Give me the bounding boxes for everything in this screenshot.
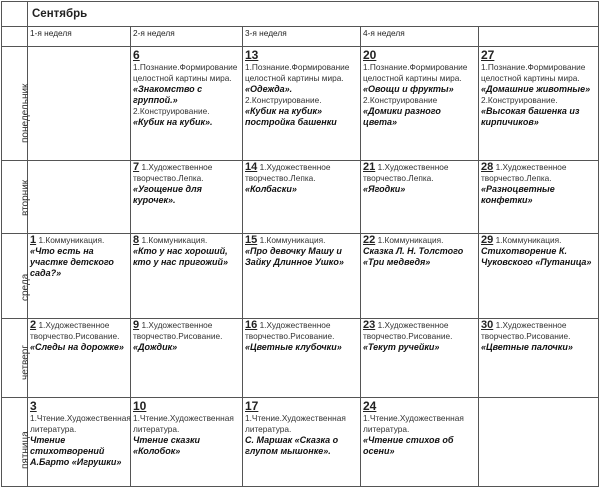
lesson-cell [131, 234, 243, 319]
day-label: четверг [19, 345, 31, 380]
activity-topic: «Ягодки» [363, 184, 406, 194]
week-header: 4-я неделя [361, 27, 479, 47]
activity-subject: 2.Конструирование. [133, 106, 210, 116]
lesson-cell [131, 47, 243, 161]
day-row [2, 47, 599, 161]
activity-topic: Стихотворение К. Чуковского «Путаница» [481, 246, 592, 267]
activity-subject: 1.Художественное творчество.Рисование. [363, 320, 453, 341]
lesson-cell [243, 319, 361, 398]
date-number: 21 [363, 161, 376, 173]
activity-topic: «Высокая башенка из кирпичиков» [481, 106, 580, 127]
date-number: 20 [363, 48, 377, 62]
date-number: 13 [245, 48, 259, 62]
date-number: 9 [133, 319, 140, 331]
activity-subject: 1.Познание.Формирование целостной картины мира. [363, 62, 468, 83]
activity-topic: «Колбаски» [245, 184, 297, 194]
activity-subject: 2.Конструирование. [245, 95, 322, 105]
date-number: 6 [133, 48, 140, 62]
date-number: 14 [245, 161, 258, 173]
lesson-cell [479, 161, 599, 234]
activity-subject: 1.Коммуникация. [259, 235, 326, 245]
lesson-cell [243, 161, 361, 234]
activity-topic: «Следы на дорожке» [30, 342, 124, 352]
date-number: 7 [133, 161, 140, 173]
month-title: Сентябрь [28, 2, 599, 27]
activity-topic: «Текут ручейки» [363, 342, 440, 352]
activity-subject: 1.Художественное творчество.Рисование. [30, 320, 120, 341]
lesson-cell [28, 398, 131, 487]
activity-topic: «Овощи и фрукты» [363, 84, 454, 94]
activity-topic: «Чтение стихов об осени» [363, 435, 454, 456]
lesson-cell [28, 47, 131, 161]
date-number: 16 [245, 319, 258, 331]
lesson-cell [243, 398, 361, 487]
activity-subject: 1.Коммуникация. [377, 235, 444, 245]
activity-topic: «Кто у нас хороший, кто у нас пригожий» [133, 246, 228, 267]
lesson-cell [361, 319, 479, 398]
week-header: 2-я неделя [131, 27, 243, 47]
activity-topic: «Угощение для курочек». [133, 184, 202, 205]
activity-topic: «Цветные палочки» [481, 342, 573, 352]
date-number: 23 [363, 319, 376, 331]
activity-topic: «Одежда». [245, 84, 293, 94]
week-header [479, 27, 599, 47]
activity-topic: «Разноцветные конфетки» [481, 184, 555, 205]
activity-subject: 1.Художественное творчество.Рисование. [245, 320, 335, 341]
day-label: вторник [19, 179, 31, 216]
date-number: 30 [481, 319, 494, 331]
lesson-cell [243, 47, 361, 161]
lesson-cell [131, 319, 243, 398]
lesson-cell [243, 234, 361, 319]
activity-topic: «Про девочку Машу и Зайку Длинное Ушко» [245, 246, 344, 267]
activity-topic: «Кубик на кубик». [133, 117, 213, 127]
lesson-cell [479, 398, 599, 487]
activity-topic: Чтение стихотворений А.Барто «Игрушки» [30, 435, 122, 467]
date-number: 8 [133, 234, 140, 246]
day-label: среда [19, 273, 31, 301]
date-number: 2 [30, 319, 37, 331]
activity-subject: 1.Коммуникация. [495, 235, 562, 245]
activity-topic: Сказка Л. Н. Толстого «Три медведя» [363, 246, 464, 267]
activity-subject: 1.Художественное творчество.Лепка. [481, 162, 567, 183]
date-number: 17 [245, 399, 259, 413]
day-row [2, 161, 599, 234]
activity-subject: 2.Конструирование. [481, 95, 558, 105]
lesson-cell [479, 234, 599, 319]
september-plan-table [1, 1, 599, 487]
activity-topic: «Домики разного цвета» [363, 106, 441, 127]
day-label: понедельник [19, 83, 31, 143]
date-number: 3 [30, 399, 37, 413]
week-header: 1-я неделя [28, 27, 131, 47]
day-row [2, 234, 599, 319]
activity-subject: 1.Коммуникация. [141, 235, 208, 245]
activity-topic: Чтение сказки «Колобок» [133, 435, 201, 456]
lesson-cell [361, 161, 479, 234]
activity-subject: 1.Чтение.Художественная литература. [133, 413, 234, 434]
activity-topic: «Дождик» [133, 342, 178, 352]
lesson-cell [361, 398, 479, 487]
date-number: 29 [481, 234, 494, 246]
lesson-cell [361, 234, 479, 319]
date-number: 15 [245, 234, 258, 246]
lesson-cell [28, 234, 131, 319]
activity-subject: 1.Художественное творчество.Лепка. [133, 162, 213, 183]
activity-topic: С. Маршак «Сказка о глупом мышонке». [245, 435, 339, 456]
activity-subject: 1.Художественное творчество.Лепка. [245, 162, 331, 183]
activity-subject: 1.Художественное творчество.Рисование. [481, 320, 571, 341]
activity-subject: 1.Коммуникация. [38, 235, 105, 245]
lesson-cell [131, 161, 243, 234]
lesson-cell [361, 47, 479, 161]
activity-topic: «Что есть на участке детского сада?» [30, 246, 114, 278]
lesson-cell [131, 398, 243, 487]
activity-topic: «Кубик на кубик» постройка башенки [245, 106, 337, 127]
lesson-cell [28, 319, 131, 398]
activity-topic: «Цветные клубочки» [245, 342, 342, 352]
date-number: 28 [481, 161, 494, 173]
activity-subject: 1.Художественное творчество.Рисование. [133, 320, 223, 341]
activity-subject: 1.Познание.Формирование целостной картины мира. [133, 62, 238, 83]
activity-subject: 1.Чтение.Художественная литература. [30, 413, 131, 434]
activity-subject: 1.Чтение.Художественная литература. [245, 413, 346, 434]
day-label: пятница [19, 431, 31, 469]
date-number: 1 [30, 234, 37, 246]
activity-topic: «Знакомство с группой.» [133, 84, 203, 105]
lesson-cell [479, 47, 599, 161]
lesson-cell [28, 161, 131, 234]
day-row [2, 319, 599, 398]
date-number: 10 [133, 399, 147, 413]
activity-subject: 1.Чтение.Художественная литература. [363, 413, 464, 434]
lesson-cell [479, 319, 599, 398]
activity-subject: 1.Познание.Формирование целостной картины мира. [481, 62, 586, 83]
activity-subject: 1.Художественное творчество.Лепка. [363, 162, 449, 183]
date-number: 24 [363, 399, 377, 413]
day-row [2, 398, 599, 487]
activity-topic: «Домашние животные» [481, 84, 591, 94]
week-header: 3-я неделя [243, 27, 361, 47]
activity-subject: 2.Конструирование [363, 95, 438, 105]
date-number: 27 [481, 48, 495, 62]
date-number: 22 [363, 234, 376, 246]
activity-subject: 1.Познание.Формирование целостной картины мира. [245, 62, 350, 83]
